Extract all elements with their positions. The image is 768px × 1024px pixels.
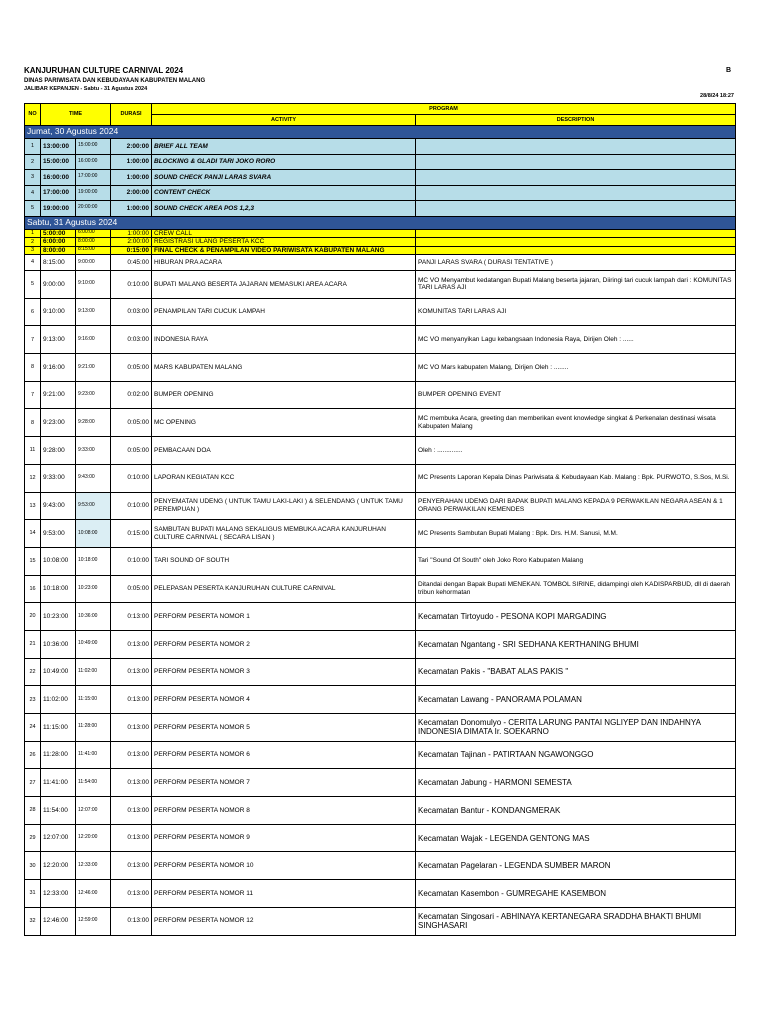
start-time: 9:33:00 <box>41 464 76 492</box>
start-time: 9:21:00 <box>41 381 76 409</box>
schedule-row <box>25 354 736 382</box>
start-time: 9:00:00 <box>41 271 76 299</box>
row-number: 11 <box>25 437 41 465</box>
description <box>416 185 736 201</box>
start-time: 16:00:00 <box>41 170 76 186</box>
activity: PENYEMATAN UDENG ( UNTUK TAMU LAKI-LAKI ) & SELENDANG ( UNTUK TAMU PEREMPUAN ) <box>152 492 416 520</box>
description: PENYERAHAN UDENG DARI BAPAK BUPATI MALANG KEPADA 9 PERWAKILAN NEGARA ASEAN & 1 ORANG PERWAKILAN KEMENDES <box>416 492 736 520</box>
schedule-row <box>25 139 736 155</box>
schedule-row <box>25 201 736 217</box>
activity: PERFORM PESERTA NOMOR 1 <box>152 603 416 631</box>
schedule-row <box>25 238 736 247</box>
schedule-row <box>25 880 736 908</box>
start-time: 12:33:00 <box>41 880 76 908</box>
duration: 0:13:00 <box>111 603 152 631</box>
row-number: 15 <box>25 547 41 575</box>
duration: 0:05:00 <box>111 409 152 437</box>
duration: 0:13:00 <box>111 741 152 769</box>
row-number: 3 <box>25 246 41 255</box>
end-time: 11:02:00 <box>76 658 111 686</box>
start-time: 13:00:00 <box>41 139 76 155</box>
duration: 0:10:00 <box>111 271 152 299</box>
schedule-row <box>25 298 736 326</box>
description: Kecamatan Wajak - LEGENDA GENTONG MAS <box>416 824 736 852</box>
duration: 1:00:00 <box>111 201 152 217</box>
page-code: B <box>726 67 732 74</box>
schedule-row <box>25 185 736 201</box>
schedule-row <box>25 154 736 170</box>
description: Kecamatan Lawang - PANORAMA POLAMAN <box>416 686 736 714</box>
print-timestamp: 28/8/24 18:27 <box>700 93 734 99</box>
row-number: 1 <box>25 139 41 155</box>
row-number: 4 <box>25 185 41 201</box>
schedule-row <box>25 246 736 255</box>
start-time: 11:02:00 <box>41 686 76 714</box>
schedule-row <box>25 255 736 271</box>
end-time: 12:20:00 <box>76 824 111 852</box>
start-time: 8:00:00 <box>41 246 76 255</box>
activity: HIBURAN PRA ACARA <box>152 255 416 271</box>
description: Ditandai dengan Bapak Bupati MENEKAN. TOMBOL SIRINE, didampingi oleh KADISPARBUD, dll di daerah tribun kehormatan <box>416 575 736 603</box>
start-time: 12:07:00 <box>41 824 76 852</box>
document-title: KANJURUHAN CULTURE CARNIVAL 2024 <box>24 66 184 75</box>
activity: PELEPASAN PESERTA KANJURUHAN CULTURE CARNIVAL <box>152 575 416 603</box>
start-time: 10:08:00 <box>41 547 76 575</box>
description <box>416 229 736 238</box>
end-time: 9:10:00 <box>76 271 111 299</box>
schedule-row <box>25 437 736 465</box>
duration: 0:13:00 <box>111 686 152 714</box>
duration: 0:13:00 <box>111 852 152 880</box>
end-time: 19:00:00 <box>76 185 111 201</box>
activity: PENAMPILAN TARI CUCUK LAMPAH <box>152 298 416 326</box>
row-number: 23 <box>25 686 41 714</box>
activity: MC OPENING <box>152 409 416 437</box>
schedule-row <box>25 409 736 437</box>
row-number: 24 <box>25 714 41 742</box>
col-header-program: PROGRAM <box>152 104 736 115</box>
row-number: 31 <box>25 880 41 908</box>
activity: PEMBACAAN DOA <box>152 437 416 465</box>
start-time: 11:28:00 <box>41 741 76 769</box>
schedule-row <box>25 603 736 631</box>
description: Tari "Sound Of South" oleh Joko Roro Kabupaten Malang <box>416 547 736 575</box>
end-time: 9:21:00 <box>76 354 111 382</box>
start-time: 10:18:00 <box>41 575 76 603</box>
activity: CONTENT CHECK <box>152 185 416 201</box>
duration: 0:10:00 <box>111 492 152 520</box>
duration: 0:13:00 <box>111 907 152 935</box>
row-number: 7 <box>25 326 41 354</box>
activity: FINAL CHECK & PENAMPILAN VIDEO PARIWISATA KABUPATEN MALANG <box>152 246 416 255</box>
start-time: 9:10:00 <box>41 298 76 326</box>
description: MC VO Menyambut kedatangan Bupati Malang beserta jajaran, Diiringi tari cucuk lampah dari : KOMUNITAS TARI LARAS AJI <box>416 271 736 299</box>
description: MC VO menyanyikan Lagu kebangsaan Indonesia Raya, Dirijen Oleh : ...... <box>416 326 736 354</box>
description: Kecamatan Bantur - KONDANGMERAK <box>416 797 736 825</box>
col-header-durasi: DURASI <box>111 104 152 126</box>
row-number: 14 <box>25 520 41 548</box>
schedule-row <box>25 271 736 299</box>
activity: BUMPER OPENING <box>152 381 416 409</box>
description <box>416 201 736 217</box>
row-number: 13 <box>25 492 41 520</box>
start-time: 15:00:00 <box>41 154 76 170</box>
activity: LAPORAN KEGIATAN KCC <box>152 464 416 492</box>
start-time: 6:00:00 <box>41 238 76 247</box>
start-time: 11:15:00 <box>41 714 76 742</box>
start-time: 12:20:00 <box>41 852 76 880</box>
end-time: 9:33:00 <box>76 437 111 465</box>
start-time: 5:00:00 <box>41 229 76 238</box>
end-time: 10:08:00 <box>76 520 111 548</box>
row-number: 22 <box>25 658 41 686</box>
start-time: 10:23:00 <box>41 603 76 631</box>
col-header-no: NO <box>25 104 41 126</box>
end-time: 16:00:00 <box>76 154 111 170</box>
schedule-row <box>25 797 736 825</box>
description: MC membuka Acara, greeting dan memberikan event knowledge singkat & Perkenalan destinasi wisata Kabupaten Malang <box>416 409 736 437</box>
end-time: 11:41:00 <box>76 741 111 769</box>
duration: 2:00:00 <box>111 238 152 247</box>
schedule-row <box>25 464 736 492</box>
activity: PERFORM PESERTA NOMOR 4 <box>152 686 416 714</box>
duration: 0:02:00 <box>111 381 152 409</box>
row-number: 4 <box>25 255 41 271</box>
activity: PERFORM PESERTA NOMOR 3 <box>152 658 416 686</box>
row-number: 20 <box>25 603 41 631</box>
description: Oleh : .............. <box>416 437 736 465</box>
row-number: 7 <box>25 381 41 409</box>
activity: CREW CALL <box>152 229 416 238</box>
duration: 0:03:00 <box>111 298 152 326</box>
end-time: 12:46:00 <box>76 880 111 908</box>
row-number: 12 <box>25 464 41 492</box>
schedule-row <box>25 658 736 686</box>
day-header-sabtu: Sabtu, 31 Agustus 2024 <box>25 216 736 229</box>
duration: 0:05:00 <box>111 575 152 603</box>
row-number: 28 <box>25 797 41 825</box>
duration: 0:10:00 <box>111 547 152 575</box>
row-number: 2 <box>25 238 41 247</box>
activity: PERFORM PESERTA NOMOR 10 <box>152 852 416 880</box>
start-time: 10:49:00 <box>41 658 76 686</box>
row-number: 5 <box>25 201 41 217</box>
end-time: 12:07:00 <box>76 797 111 825</box>
schedule-row <box>25 326 736 354</box>
description: Kecamatan Pakis - "BABAT ALAS PAKIS " <box>416 658 736 686</box>
schedule-row <box>25 547 736 575</box>
activity: INDONESIA RAYA <box>152 326 416 354</box>
row-number: 29 <box>25 824 41 852</box>
start-time: 19:00:00 <box>41 201 76 217</box>
end-time: 6:00:00 <box>76 229 111 238</box>
end-time: 9:23:00 <box>76 381 111 409</box>
start-time: 10:36:00 <box>41 630 76 658</box>
description <box>416 139 736 155</box>
schedule-row <box>25 229 736 238</box>
description: BUMPER OPENING EVENT <box>416 381 736 409</box>
end-time: 10:23:00 <box>76 575 111 603</box>
row-number: 5 <box>25 271 41 299</box>
schedule-table <box>24 103 736 936</box>
end-time: 10:36:00 <box>76 603 111 631</box>
start-time: 12:46:00 <box>41 907 76 935</box>
col-header-description: DESCRIPTION <box>416 115 736 126</box>
activity: PERFORM PESERTA NOMOR 12 <box>152 907 416 935</box>
activity: PERFORM PESERTA NOMOR 2 <box>152 630 416 658</box>
description: MC Presents Laporan Kepala Dinas Pariwisata & Kebudayaan Kab. Malang : Bpk. PURWOTO, S.Sos, M.Si. <box>416 464 736 492</box>
duration: 0:45:00 <box>111 255 152 271</box>
start-time: 9:16:00 <box>41 354 76 382</box>
schedule-row <box>25 575 736 603</box>
activity: PERFORM PESERTA NOMOR 6 <box>152 741 416 769</box>
end-time: 12:33:00 <box>76 852 111 880</box>
schedule-row <box>25 741 736 769</box>
description: PANJI LARAS SVARA ( DURASI TENTATIVE ) <box>416 255 736 271</box>
end-time: 11:15:00 <box>76 686 111 714</box>
start-time: 9:28:00 <box>41 437 76 465</box>
activity: BRIEF ALL TEAM <box>152 139 416 155</box>
schedule-row <box>25 852 736 880</box>
day-header-jumat: Jumat, 30 Agustus 2024 <box>25 126 736 139</box>
duration: 0:13:00 <box>111 769 152 797</box>
row-number: 1 <box>25 229 41 238</box>
location-date: JALIBAR KEPANJEN - Sabtu - 31 Agustus 2024 <box>24 86 148 92</box>
start-time: 9:53:00 <box>41 520 76 548</box>
duration: 0:13:00 <box>111 880 152 908</box>
end-time: 11:28:00 <box>76 714 111 742</box>
duration: 0:13:00 <box>111 714 152 742</box>
activity: PERFORM PESERTA NOMOR 9 <box>152 824 416 852</box>
duration: 0:13:00 <box>111 630 152 658</box>
row-number: 3 <box>25 170 41 186</box>
start-time: 17:00:00 <box>41 185 76 201</box>
row-number: 16 <box>25 575 41 603</box>
description: KOMUNITAS TARI LARAS AJI <box>416 298 736 326</box>
description <box>416 238 736 247</box>
schedule-row <box>25 170 736 186</box>
col-header-time: TIME <box>41 104 111 126</box>
row-number: 8 <box>25 409 41 437</box>
end-time: 15:00:00 <box>76 139 111 155</box>
duration: 1:00:00 <box>111 229 152 238</box>
schedule-row <box>25 714 736 742</box>
activity: SAMBUTAN BUPATI MALANG SEKALIGUS MEMBUKA ACARA KANJURUHAN CULTURE CARNIVAL ( SECARA LISAN ) <box>152 520 416 548</box>
duration: 0:15:00 <box>111 246 152 255</box>
activity: PERFORM PESERTA NOMOR 11 <box>152 880 416 908</box>
description <box>416 170 736 186</box>
activity: PERFORM PESERTA NOMOR 8 <box>152 797 416 825</box>
document-subtitle: DINAS PARIWISATA DAN KEBUDAYAAN KABUPATEN MALANG <box>24 78 206 84</box>
end-time: 10:49:00 <box>76 630 111 658</box>
row-number: 21 <box>25 630 41 658</box>
description <box>416 246 736 255</box>
description <box>416 154 736 170</box>
end-time: 20:00:00 <box>76 201 111 217</box>
activity: SOUND CHECK AREA POS 1,2,3 <box>152 201 416 217</box>
description: Kecamatan Donomulyo - CERITA LARUNG PANTAI NGLIYEP DAN INDAHNYA INDONESIA DIMATA Ir. SOEKARNO <box>416 714 736 742</box>
activity: PERFORM PESERTA NOMOR 5 <box>152 714 416 742</box>
description: Kecamatan Jabung - HARMONI SEMESTA <box>416 769 736 797</box>
schedule-row <box>25 907 736 935</box>
activity: REGISTRASI ULANG PESERTA KCC <box>152 238 416 247</box>
row-number: 27 <box>25 769 41 797</box>
schedule-row <box>25 824 736 852</box>
activity: BUPATI MALANG BESERTA JAJARAN MEMASUKI AREA ACARA <box>152 271 416 299</box>
start-time: 9:43:00 <box>41 492 76 520</box>
end-time: 9:16:00 <box>76 326 111 354</box>
description: Kecamatan Kasembon - GUMREGAHE KASEMBON <box>416 880 736 908</box>
schedule-row <box>25 769 736 797</box>
end-time: 10:18:00 <box>76 547 111 575</box>
row-number: 32 <box>25 907 41 935</box>
duration: 0:13:00 <box>111 797 152 825</box>
duration: 2:00:00 <box>111 185 152 201</box>
duration: 0:13:00 <box>111 824 152 852</box>
row-number: 30 <box>25 852 41 880</box>
duration: 1:00:00 <box>111 154 152 170</box>
duration: 0:10:00 <box>111 464 152 492</box>
description: Kecamatan Tajinan - PATIRTAAN NGAWONGGO <box>416 741 736 769</box>
duration: 0:15:00 <box>111 520 152 548</box>
schedule-body <box>25 126 736 936</box>
description: Kecamatan Tirtoyudo - PESONA KOPI MARGADING <box>416 603 736 631</box>
start-time: 11:41:00 <box>41 769 76 797</box>
row-number: 6 <box>25 298 41 326</box>
duration: 1:00:00 <box>111 170 152 186</box>
activity: PERFORM PESERTA NOMOR 7 <box>152 769 416 797</box>
schedule-row <box>25 381 736 409</box>
description: MC VO Mars kabupaten Malang, Dirijen Oleh : ........ <box>416 354 736 382</box>
duration: 0:05:00 <box>111 437 152 465</box>
description: Kecamatan Ngantang - SRI SEDHANA KERTHANING BHUMI <box>416 630 736 658</box>
end-time: 9:00:00 <box>76 255 111 271</box>
row-number: 2 <box>25 154 41 170</box>
col-header-activity: ACTIVITY <box>152 115 416 126</box>
description: MC Presents Sambutan Bupati Malang : Bpk. Drs. H.M. Sanusi, M.M. <box>416 520 736 548</box>
activity: BLOCKING & GLADI TARI JOKO RORO <box>152 154 416 170</box>
end-time: 9:43:00 <box>76 464 111 492</box>
start-time: 9:23:00 <box>41 409 76 437</box>
row-number: 26 <box>25 741 41 769</box>
schedule-row <box>25 520 736 548</box>
duration: 0:03:00 <box>111 326 152 354</box>
duration: 2:00:00 <box>111 139 152 155</box>
end-time: 12:59:00 <box>76 907 111 935</box>
end-time: 17:00:00 <box>76 170 111 186</box>
end-time: 9:53:00 <box>76 492 111 520</box>
end-time: 9:13:00 <box>76 298 111 326</box>
start-time: 8:15:00 <box>41 255 76 271</box>
end-time: 8:15:00 <box>76 246 111 255</box>
end-time: 9:28:00 <box>76 409 111 437</box>
start-time: 9:13:00 <box>41 326 76 354</box>
schedule-row <box>25 686 736 714</box>
duration: 0:05:00 <box>111 354 152 382</box>
schedule-row <box>25 492 736 520</box>
end-time: 8:00:00 <box>76 238 111 247</box>
activity: TARI SOUND OF SOUTH <box>152 547 416 575</box>
description: Kecamatan Pagelaran - LEGENDA SUMBER MARON <box>416 852 736 880</box>
duration: 0:13:00 <box>111 658 152 686</box>
row-number: 8 <box>25 354 41 382</box>
schedule-row <box>25 630 736 658</box>
start-time: 11:54:00 <box>41 797 76 825</box>
end-time: 11:54:00 <box>76 769 111 797</box>
activity: MARS KABUPATEN MALANG <box>152 354 416 382</box>
activity: SOUND CHECK PANJI LARAS SVARA <box>152 170 416 186</box>
description: Kecamatan Singosari - ABHINAYA KERTANEGARA SRADDHA BHAKTI BHUMI SINGHASARI <box>416 907 736 935</box>
